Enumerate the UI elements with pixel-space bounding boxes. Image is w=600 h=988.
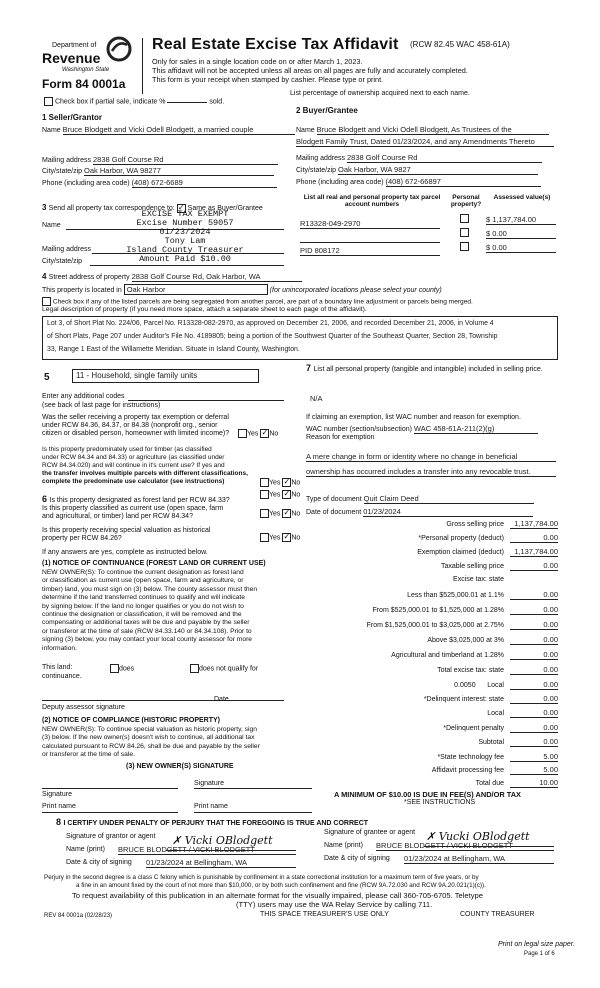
continuance-label: continuance. — [42, 673, 82, 680]
fee-value[interactable]: 0.00 — [510, 650, 558, 660]
q-forest — [42, 494, 230, 504]
q-timber-line: Is this property predominately used for timber (as classified — [42, 446, 212, 453]
notice1-line: timber) land, you must sign on (3) below. The county assessor must then — [42, 585, 258, 593]
yes-label: Yes — [269, 491, 281, 499]
section5-number: 5 — [44, 372, 50, 383]
q-timber-answer — [260, 478, 300, 487]
fee-value[interactable]: 0.00 — [510, 680, 558, 690]
header-note2: This affidavit will not be accepted unless all areas on all pages are fully and accurately completed. — [152, 66, 468, 75]
seller-mailing-field[interactable]: 2838 Golf Course Rd — [93, 155, 278, 165]
q-historic — [42, 527, 210, 543]
dept-line2: Revenue — [42, 50, 101, 66]
fee-row — [298, 778, 558, 788]
owner-signature-line-2[interactable] — [194, 788, 312, 789]
doc-type-row — [306, 494, 534, 504]
buyer-name-row — [296, 125, 549, 135]
fee-row — [298, 694, 558, 704]
notice2-line: NEW OWNER(S): To continue special valuation as historic property, sign — [42, 726, 257, 733]
section3-mailing-label: Mailing address — [42, 246, 92, 253]
parcels-header-personal: Personal property? — [450, 194, 482, 208]
fee-row — [298, 680, 558, 690]
see-instructions-note: *SEE INSTRUCTIONS — [404, 799, 476, 806]
form-number: Form 84 0001a — [42, 77, 126, 91]
owner-print-line-2[interactable] — [194, 812, 312, 813]
grantee-signature-icon: ✗ Vucki OBlodgett — [426, 830, 530, 843]
notice1-body — [42, 569, 257, 653]
yes-checkbox[interactable] — [238, 429, 247, 438]
parcel-number-field[interactable]: PID 808172 — [300, 246, 440, 256]
same-as-buyer-label: Same as Buyer/Grantee — [187, 205, 263, 212]
reason-label: Reason for exemption — [306, 434, 375, 441]
legal-description-line: 33, Range 1 East of the Willamette Meridian. Situate in Island County, Washington. — [47, 346, 300, 353]
q-exemption-line: citizen or disabled person, homeowner with limited income)? — [42, 430, 230, 437]
fee-value[interactable]: 0.00 — [510, 590, 558, 600]
section7-label — [306, 364, 556, 374]
does-checkbox[interactable] — [110, 664, 119, 673]
section2-number: 2 — [296, 106, 303, 115]
stamp-line: Excise Number 59057 — [136, 218, 234, 228]
q-timber-line: the transfer involves multiple parcels with different classifications, — [42, 470, 248, 477]
fee-row — [298, 723, 558, 733]
grantee-name-label: Name (print) — [324, 842, 363, 849]
q-forest-label: Is this property designated as forest land per RCW 84.33? — [49, 497, 230, 504]
notice1-line: determine if the land transferred continues to qualify and will indicate — [42, 594, 245, 602]
fee-value[interactable]: 1,137,784.00 — [510, 519, 558, 529]
notice2-line: or transferor at the time of sale. — [42, 751, 135, 759]
fee-value[interactable]: 0.00 — [510, 737, 558, 747]
notice1-line: compensating or additional taxes will be due and payable by the seller — [42, 619, 250, 627]
location-select[interactable]: Oak Harbor — [124, 284, 268, 295]
if-yes-label: If any answers are yes, complete as instructed below. — [42, 549, 208, 556]
legal-paper-note: Print on legal size paper. — [498, 941, 575, 948]
fee-label: Total due — [475, 780, 504, 787]
fee-value[interactable]: 0.00 — [510, 694, 558, 704]
notice1-title: (1) NOTICE OF CONTINUANCE (FOREST LAND OR CURRENT USE) — [42, 560, 266, 567]
yes-checkbox[interactable] — [260, 533, 269, 542]
seller-name-field[interactable]: Bruce Blodgett and Vicki Odell Blodgett, a married couple — [63, 125, 295, 135]
fee-label: From $1,525,000.01 to $3,025,000 at 2.75% — [366, 622, 504, 629]
section7-number: 7 — [306, 363, 314, 373]
fee-row — [298, 737, 558, 747]
reason-field[interactable]: A mere change in form or identity where no change in beneficial — [306, 452, 556, 462]
seller-heading: Seller/Grantor — [48, 113, 103, 122]
q-current-use-answer — [260, 509, 300, 518]
alt-format-line2: (TTY) users may use the WA Relay Service by calling 711. — [236, 900, 433, 909]
buyer-phone-label: Phone (including area code) — [296, 179, 384, 186]
fee-label: *Delinquent penalty — [443, 725, 504, 732]
wac-label: WAC number (section/subsection) — [306, 426, 412, 433]
fee-label: *Personal property (deduct) — [418, 535, 504, 542]
legal-description-line: of Short Plats, Page 207 under Auditor's File No. 4189805; being a portion of the Southwest Quarter of the Southeast Quarter, Section 28, Township — [47, 333, 498, 340]
fee-value[interactable]: 0.00 — [510, 723, 558, 733]
section3-number: 3 — [42, 203, 49, 212]
county-treasurer-label: COUNTY TREASURER — [460, 911, 535, 918]
notice2-body — [42, 726, 260, 760]
fee-label: *State technology fee — [437, 754, 504, 761]
section3-city-line[interactable] — [90, 265, 284, 266]
deputy-signature-label: Deputy assessor signature — [42, 704, 125, 711]
seller-city-label: City/state/zip — [42, 168, 83, 175]
personal-property-list-label: List all personal property (tangible and intangible) included in selling price. — [313, 366, 543, 373]
buyer-mailing-row — [296, 153, 542, 163]
partial-sale-row — [44, 97, 224, 106]
treasurer-use-label: THIS SPACE TREASURER'S USE ONLY — [260, 911, 389, 918]
grantee-date-field[interactable]: 01/23/2024 at Bellingham, WA — [404, 854, 554, 864]
fee-label: Taxable selling price — [440, 563, 504, 570]
q-current-use — [42, 505, 223, 521]
dept-line1: Department of — [52, 42, 97, 49]
buyer-heading: Buyer/Grantee — [302, 106, 358, 115]
doc-date-label: Date of document — [306, 509, 362, 516]
fee-value[interactable]: 0.00 — [510, 605, 558, 615]
partial-sale-checkbox[interactable] — [44, 97, 53, 106]
street-field[interactable]: 2838 Golf Course Rd, Oak Harbor, WA — [132, 272, 302, 282]
assessed-value-field[interactable]: $ 0.00 — [486, 243, 556, 253]
seller-phone-row — [42, 178, 277, 188]
yes-label: Yes — [247, 430, 259, 438]
section4-number: 4 — [42, 272, 49, 281]
additional-codes-label: Enter any additional codes — [42, 393, 125, 400]
street-row — [42, 272, 302, 282]
no-label: No — [291, 491, 301, 499]
grantor-date-label: Date & city of signing — [66, 859, 132, 866]
q-timber-line: complete the predominate use calculator (see instructions) — [42, 478, 225, 485]
fee-value[interactable]: 0.00 — [510, 635, 558, 645]
no-label: No — [291, 479, 301, 487]
personal-property-field[interactable]: N/A — [310, 394, 323, 403]
fee-label: Less than $525,000.01 at 1.1% — [407, 592, 504, 599]
seller-mailing-row — [42, 155, 278, 165]
yes-label: Yes — [269, 479, 281, 487]
notice1-line: continue the designation or classification, it will be removed and the — [42, 611, 242, 619]
partial-sale-label: Check box if partial sale, indicate % — [54, 98, 166, 106]
stamp-line: Tony Lam — [164, 236, 206, 246]
doc-type-label: Type of document — [306, 496, 362, 503]
q-historic-line: property per RCW 84.26? — [42, 535, 122, 542]
buyer-name-label: Name — [296, 127, 315, 134]
property-use-select[interactable]: 11 - Household, single family units — [72, 369, 259, 383]
fee-row — [298, 752, 558, 762]
fee-row — [298, 561, 558, 571]
section1-number: 1 — [42, 113, 49, 122]
fee-value[interactable]: 0.00 — [510, 708, 558, 718]
section1-heading — [42, 113, 102, 122]
section3-city-label: City/state/zip — [42, 258, 83, 265]
fee-label: *Delinquent interest: state — [423, 696, 504, 703]
dept-line3: Washington State — [62, 67, 110, 73]
fee-value[interactable]: 10.00 — [510, 778, 558, 788]
minimum-due-notice: A MINIMUM OF $10.00 IS DUE IN FEE(S) AND/OR TAX — [334, 790, 521, 799]
fee-value[interactable]: 5.00 — [510, 765, 558, 775]
q-historic-line: Is this property receiving special valuation as historical — [42, 527, 211, 534]
fee-row — [298, 620, 558, 630]
notice1-line: by signing below. If the land no longer qualifies or you do not wish to — [42, 602, 244, 610]
fee-value[interactable]: 0.00 — [510, 533, 558, 543]
parcels-header-numbers: List all real and personal property tax parcel account numbers — [303, 194, 441, 208]
doc-date-field[interactable]: 01/23/2024 — [363, 507, 533, 517]
parcel-number-field[interactable] — [300, 233, 440, 243]
owner-print-label-2: Print name — [194, 803, 228, 810]
page-number: Page 1 of 6 — [524, 951, 555, 957]
grantor-date-field[interactable]: 01/23/2024 at Bellingham, WA — [146, 858, 296, 868]
located-label: This property is located in — [42, 287, 122, 294]
grantor-signature-label: Signature of grantor or agent — [66, 833, 156, 840]
buyer-city-label: City/state/zip — [296, 167, 337, 174]
does-label: does — [119, 665, 135, 673]
rcw-ref: (RCW 82.45 WAC 458-61A) — [410, 40, 510, 49]
certify-row — [56, 817, 368, 827]
reason-field-line2[interactable]: ownership has occurred includes a transfer into any revocable trust. — [306, 467, 556, 477]
owner-print-label: Print name — [42, 803, 76, 810]
does-option — [110, 664, 134, 673]
grantee-signature-label: Signature of grantee or agent — [324, 829, 416, 836]
assessed-value-field[interactable]: $ 1,137,784.00 — [486, 215, 556, 225]
street-label: Street address of property — [48, 274, 130, 281]
alt-format-line1: To request availability of this publication in an alternate format for the visually impaired, please call 360-705-6705. Teletype — [72, 891, 483, 900]
header-note1: Only for sales in a single location code on or after March 1, 2023. — [152, 57, 363, 66]
header-note3: This form is your receipt when stamped by cashier. Please type or print. — [152, 75, 384, 84]
notice2-line: calculated pursuant to RCW 84.26, shall be due and payable by the seller — [42, 742, 260, 750]
buyer-city-row — [296, 165, 538, 175]
notice1-line: or transferor at the time of sale (RCW 84.33.140 or 84.34.108). Prior to — [42, 627, 252, 635]
q-exemption-answer — [238, 429, 278, 438]
buyer-mailing-field[interactable]: 2838 Golf Course Rd — [347, 153, 542, 163]
fee-label: 0.0050 Local — [454, 682, 504, 689]
assessed-value-field[interactable]: $ 0.00 — [486, 229, 556, 239]
wac-row — [306, 424, 538, 434]
fee-row — [298, 708, 558, 718]
segregated-checkbox[interactable] — [42, 297, 51, 306]
seller-name-row — [42, 125, 295, 135]
wac-field[interactable]: WAC 458-61A-211(2)(g) — [414, 424, 538, 434]
q-timber-line: RCW 84.34.020) and will continue in it's current use? If yes and — [42, 462, 225, 469]
yes-label: Yes — [269, 510, 281, 518]
fee-label: Excise tax: state — [453, 576, 504, 583]
buyer-name-field[interactable]: Bruce Blodgett and Vicki Odell Blodgett, As Trustees of the — [317, 125, 549, 135]
fee-label: Total excise tax: state — [437, 667, 504, 674]
seller-name-label: Name — [42, 127, 61, 134]
seller-phone-field[interactable]: (408) 672-6689 — [132, 178, 277, 188]
segregated-row — [42, 297, 473, 306]
parcels-header-value: Assessed value(s) — [493, 194, 551, 201]
sold-label: sold. — [209, 98, 225, 106]
fee-row — [298, 605, 558, 615]
fee-label: Above $3,025,000 at 3% — [427, 637, 504, 644]
fee-label: Subtotal — [478, 739, 504, 746]
this-land-label: This land: — [42, 664, 73, 671]
parcel-number-field[interactable]: R13328-049-2970 — [300, 219, 440, 229]
section2-heading — [296, 106, 358, 115]
fee-row — [298, 650, 558, 660]
yes-checkbox[interactable] — [260, 490, 269, 499]
grantee-date-label: Date & city of signing — [324, 855, 390, 862]
notice1-line: or classification as current use (open space, farm and agriculture, or — [42, 577, 244, 585]
deputy-signature-line[interactable] — [42, 700, 284, 701]
legal-description-box[interactable] — [42, 316, 558, 360]
revenue-logo-icon — [106, 36, 132, 64]
additional-codes-line[interactable] — [128, 400, 284, 401]
buyer-phone-field[interactable]: (408) 672-66897 — [386, 177, 541, 187]
notice2-line: (3) below. If the new owner(s) doesn't wish to continue, all additional tax — [42, 734, 255, 742]
does-not-label: does not qualify for — [199, 665, 259, 673]
fee-label: Gross selling price — [446, 521, 504, 528]
q-current-use-line: and agricultural, or timber) land per RCW 84.34? — [42, 513, 193, 520]
fee-row — [298, 635, 558, 645]
section6-number: 6 — [42, 494, 50, 504]
no-label: No — [291, 510, 301, 518]
header-divider — [142, 38, 143, 94]
legal-description-line: Lot 3, of Short Plat No. 224/06, Parcel No. R13328-082-2970, as approved on December 21, 2006, and recorded December 21, 2006, in Volume 4 — [47, 320, 494, 327]
buyer-city-field[interactable]: Oak Harbor, WA 9827 — [338, 165, 538, 175]
section3-label: Send all property tax correspondence to: — [48, 205, 175, 212]
fee-label: From $525,000.01 to $1,525,000 at 1.28% — [372, 607, 504, 614]
notice2-title: (2) NOTICE OF COMPLIANCE (HISTORIC PROPERTY) — [42, 717, 220, 724]
q-exemption-line: Was the seller receiving a property tax exemption or deferral — [42, 414, 229, 421]
deputy-date-label: Date — [214, 696, 229, 703]
no-label: No — [291, 534, 301, 542]
fee-row — [298, 533, 558, 543]
personal-property-checkbox[interactable] — [460, 214, 469, 223]
fee-value[interactable]: 0.00 — [510, 665, 558, 675]
excise-stamp — [110, 210, 260, 264]
grantor-signature-icon: ✗ Vicki OBlodgett — [172, 834, 273, 847]
doc-date-row — [306, 507, 533, 517]
perjury-notice-line1: Perjury in the second degree is a class C felony which is punishable by confinement in a state correctional institution for a maximum term of five years, or by — [44, 874, 479, 881]
legal-description-label: Legal description of property (if you need more space, attach a separate sheet to each page of the affidavit). — [42, 306, 367, 313]
grantor-name-label: Name (print) — [66, 846, 105, 853]
fee-value[interactable]: 0.00 — [510, 620, 558, 630]
doc-type-field[interactable]: Quit Claim Deed — [364, 494, 534, 504]
page-title: Real Estate Excise Tax Affidavit — [152, 36, 399, 53]
does-not-option — [190, 664, 258, 673]
seller-phone-label: Phone (including area code) — [42, 180, 130, 187]
fee-row — [298, 590, 558, 600]
fee-label: Agricultural and timberland at 1.28% — [391, 652, 504, 659]
q-timber-line: under RCW 84.34 and 84.33) or agriculture (as classified under — [42, 454, 225, 461]
fee-value[interactable]: 0.00 — [510, 561, 558, 571]
fee-row — [298, 665, 558, 675]
notice1-line: NEW OWNER(S): To continue the current designation as forest land — [42, 569, 244, 576]
stamp-line: EXCISE TAX EXEMPT — [141, 209, 229, 219]
owner-signature-label: Signature — [42, 791, 72, 798]
revision-label: REV 84 0001a (02/28/23) — [44, 913, 113, 919]
buyer-phone-row — [296, 177, 541, 187]
certify-statement: I CERTIFY UNDER PENALTY OF PERJURY THAT THE FOREGOING IS TRUE AND CORRECT — [63, 820, 369, 827]
buyer-mailing-label: Mailing address — [296, 155, 346, 162]
fee-label: Exemption claimed (deduct) — [417, 549, 504, 556]
grantee-name-field[interactable]: BRUCE BLODGETT / VICKI BLODGETT — [376, 841, 554, 851]
fee-row — [298, 765, 558, 775]
notice3-title: (3) NEW OWNER(S) SIGNATURE — [126, 763, 234, 770]
q-timber — [42, 446, 248, 486]
buyer-name-field-line2[interactable]: Blodgett Family Trust, Dated 01/23/2024, and any Amendments Thereto — [296, 137, 554, 147]
seller-city-row — [42, 166, 274, 176]
q-current-use-line: Is this property classified as current use (open space, farm — [42, 505, 224, 512]
fee-row — [298, 519, 558, 529]
located-row — [42, 284, 442, 295]
notice1-line: information. — [42, 644, 77, 652]
q-exemption-line: under RCW 84.36, 84.37, or 84.38 (nonprofit org., senior — [42, 422, 218, 429]
section8-number: 8 — [56, 817, 64, 827]
claim-exemption-label: If claiming an exemption, list WAC number and reason for exemption. — [306, 414, 521, 421]
stamp-line: 01/23/2024 — [159, 227, 211, 237]
yes-checkbox[interactable] — [260, 478, 269, 487]
yes-checkbox[interactable] — [260, 509, 269, 518]
section3-name-label: Name — [42, 222, 61, 229]
yes-label: Yes — [269, 534, 281, 542]
perjury-notice-line2: a fine in an amount fixed by the court of not more than $10,000, or by both such confinement and fine (RCW 9A.72.030 and RCW 9A.20.021(1)(c)). — [76, 882, 486, 889]
see-back-label: (see back of last page for instructions) — [42, 402, 161, 409]
fee-label: Local — [487, 710, 504, 717]
stamp-line: Amount Paid $10.00 — [139, 254, 231, 264]
seller-mailing-label: Mailing address — [42, 157, 92, 164]
q-forest-answer — [260, 490, 300, 499]
personal-property-checkbox[interactable] — [460, 242, 469, 251]
pct-ownership-label: List percentage of ownership acquired next to each name. — [290, 90, 470, 97]
seller-city-field[interactable]: Oak Harbor, WA 98277 — [84, 166, 274, 176]
notice1-line: signing (3) below, you may contact your local county assessor for more — [42, 636, 253, 644]
stamp-line: Island County Treasurer — [126, 245, 244, 255]
owner-print-line[interactable] — [42, 812, 178, 813]
fee-label: Affidavit processing fee — [431, 767, 504, 774]
fee-value[interactable]: 5.00 — [510, 752, 558, 762]
no-label: No — [269, 430, 279, 438]
owner-signature-line[interactable] — [42, 788, 178, 789]
unincorporated-note: (for unincorporated locations please select your county) — [269, 287, 442, 294]
fee-row — [298, 547, 558, 557]
q-historic-answer — [260, 533, 300, 542]
grantor-name-field[interactable]: BRUCE BLODGETT / VICKI BLODGETT — [118, 845, 296, 855]
personal-property-checkbox[interactable] — [460, 228, 469, 237]
segregated-label: Check box if any of the listed parcels are being segregated from another parcel, are part of a boundary line adjustment or parcels being merged. — [52, 298, 473, 306]
fee-row — [298, 576, 558, 583]
q-exemption — [42, 414, 229, 438]
does-not-checkbox[interactable] — [190, 664, 199, 673]
fee-value[interactable]: 1,137,784.00 — [510, 547, 558, 557]
owner-signature-label-2: Signature — [194, 780, 224, 787]
